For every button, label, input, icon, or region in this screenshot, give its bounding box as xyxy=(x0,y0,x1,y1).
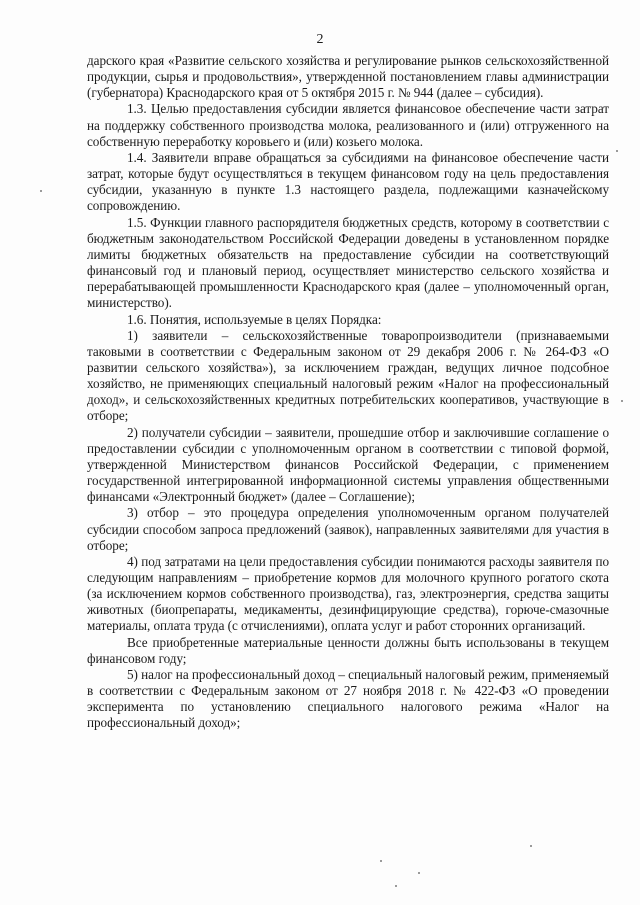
definition-tax: 5) налог на профессиональный доход – специальный налоговый режим, применяемый в соответствии с Федеральным законом от 27 ноября 2018 г. № 422-ФЗ «О проведении эксперимента по установлению специального налогового режима «Налог на профессиональный доход»; xyxy=(87,666,609,731)
scan-speck xyxy=(418,872,420,874)
scan-speck xyxy=(395,885,397,887)
definition-recipients: 2) получатели субсидии – заявители, прошедшие отбор и заключившие соглашение о предоставлении субсидии с уполномоченным органом в соответствии с типовой формой, утвержденной Министерством финансов Российской Федерации, с применением государственной интегрированной информационной системы управления общественными финансами «Электронный бюджет» (далее – Соглашение); xyxy=(87,424,609,505)
paragraph-1-4: 1.4. Заявители вправе обращаться за субсидиями на финансовое обеспечение части затрат, которые будут осуществляться в текущем финансовом году на цель предоставления субсидии, указанную в пункте 1.3 настоящего раздела, подлежащими казначейскому сопровождению. xyxy=(87,149,609,214)
paragraph-1-3: 1.3. Целью предоставления субсидии является финансовое обеспечение части затрат на поддержку собственного производства молока, реализованного и (или) отгруженного на собственную переработку коровьего и (или) козьего молока. xyxy=(87,101,609,149)
definition-costs: 4) под затратами на цели предоставления субсидии понимаются расходы заявителя по следующим направлениям – приобретение кормов для молочного крупного рогатого скота (за исключением кормов собственного производства), газ, электроэнергия, средства защиты животных (биопрепараты, медикаменты, дезинфицирующие средства), горюче-смазочные материалы, оплата труда (с отчислениями), оплата услуг и работ сторонних организаций. xyxy=(87,553,609,634)
scan-speck xyxy=(380,860,382,862)
scan-speck xyxy=(40,190,42,192)
definition-selection: 3) отбор – это процедура определения уполномоченным органом получателей субсидии способом запроса предложений (заявок), направленных заявителями для участия в отборе; xyxy=(87,505,609,553)
scan-speck xyxy=(530,845,532,847)
paragraph-1-5: 1.5. Функции главного распорядителя бюджетных средств, которому в соответствии с бюджетным законодательством Российской Федерации доведены в установленном порядке лимиты бюджетных обязательств на предоставление субсидии на соответствующий финансовый год и плановый период, осуществляет министерство сельского хозяйства и перерабатывающей промышленности Краснодарского края (далее – уполномоченный орган, министерство). xyxy=(87,214,609,311)
definition-applicants: 1) заявители – сельскохозяйственные товаропроизводители (признаваемыми таковыми в соответствии с Федеральным законом от 29 декабря 2006 г. № 264-ФЗ «О развитии сельского хозяйства»), за исключением граждан, ведущих личное подсобное хозяйство, не применяющих специальный налоговый режим «Налог на профессиональный доход», и сельскохозяйственных кредитных потребительских кооперативов, участвующие в отборе; xyxy=(87,327,609,424)
document-body xyxy=(87,53,609,732)
paragraph-1-6: 1.6. Понятия, используемые в целях Порядка: xyxy=(127,311,382,327)
scan-speck xyxy=(621,400,623,402)
page-number: 2 xyxy=(316,32,324,47)
paragraph-materials: Все приобретенные материальные ценности должны быть использованы в текущем финансовом году; xyxy=(87,634,609,666)
paragraph-continuation: дарского края «Развитие сельского хозяйства и регулирование рынков сельскохозяйственной продукции, сырья и продовольствия», утвержденной постановлением главы администрации (губернатора) Краснодарского края от 5 октября 2015 г. № 944 (далее – субсидия). xyxy=(87,53,609,101)
scan-speck xyxy=(616,150,618,152)
